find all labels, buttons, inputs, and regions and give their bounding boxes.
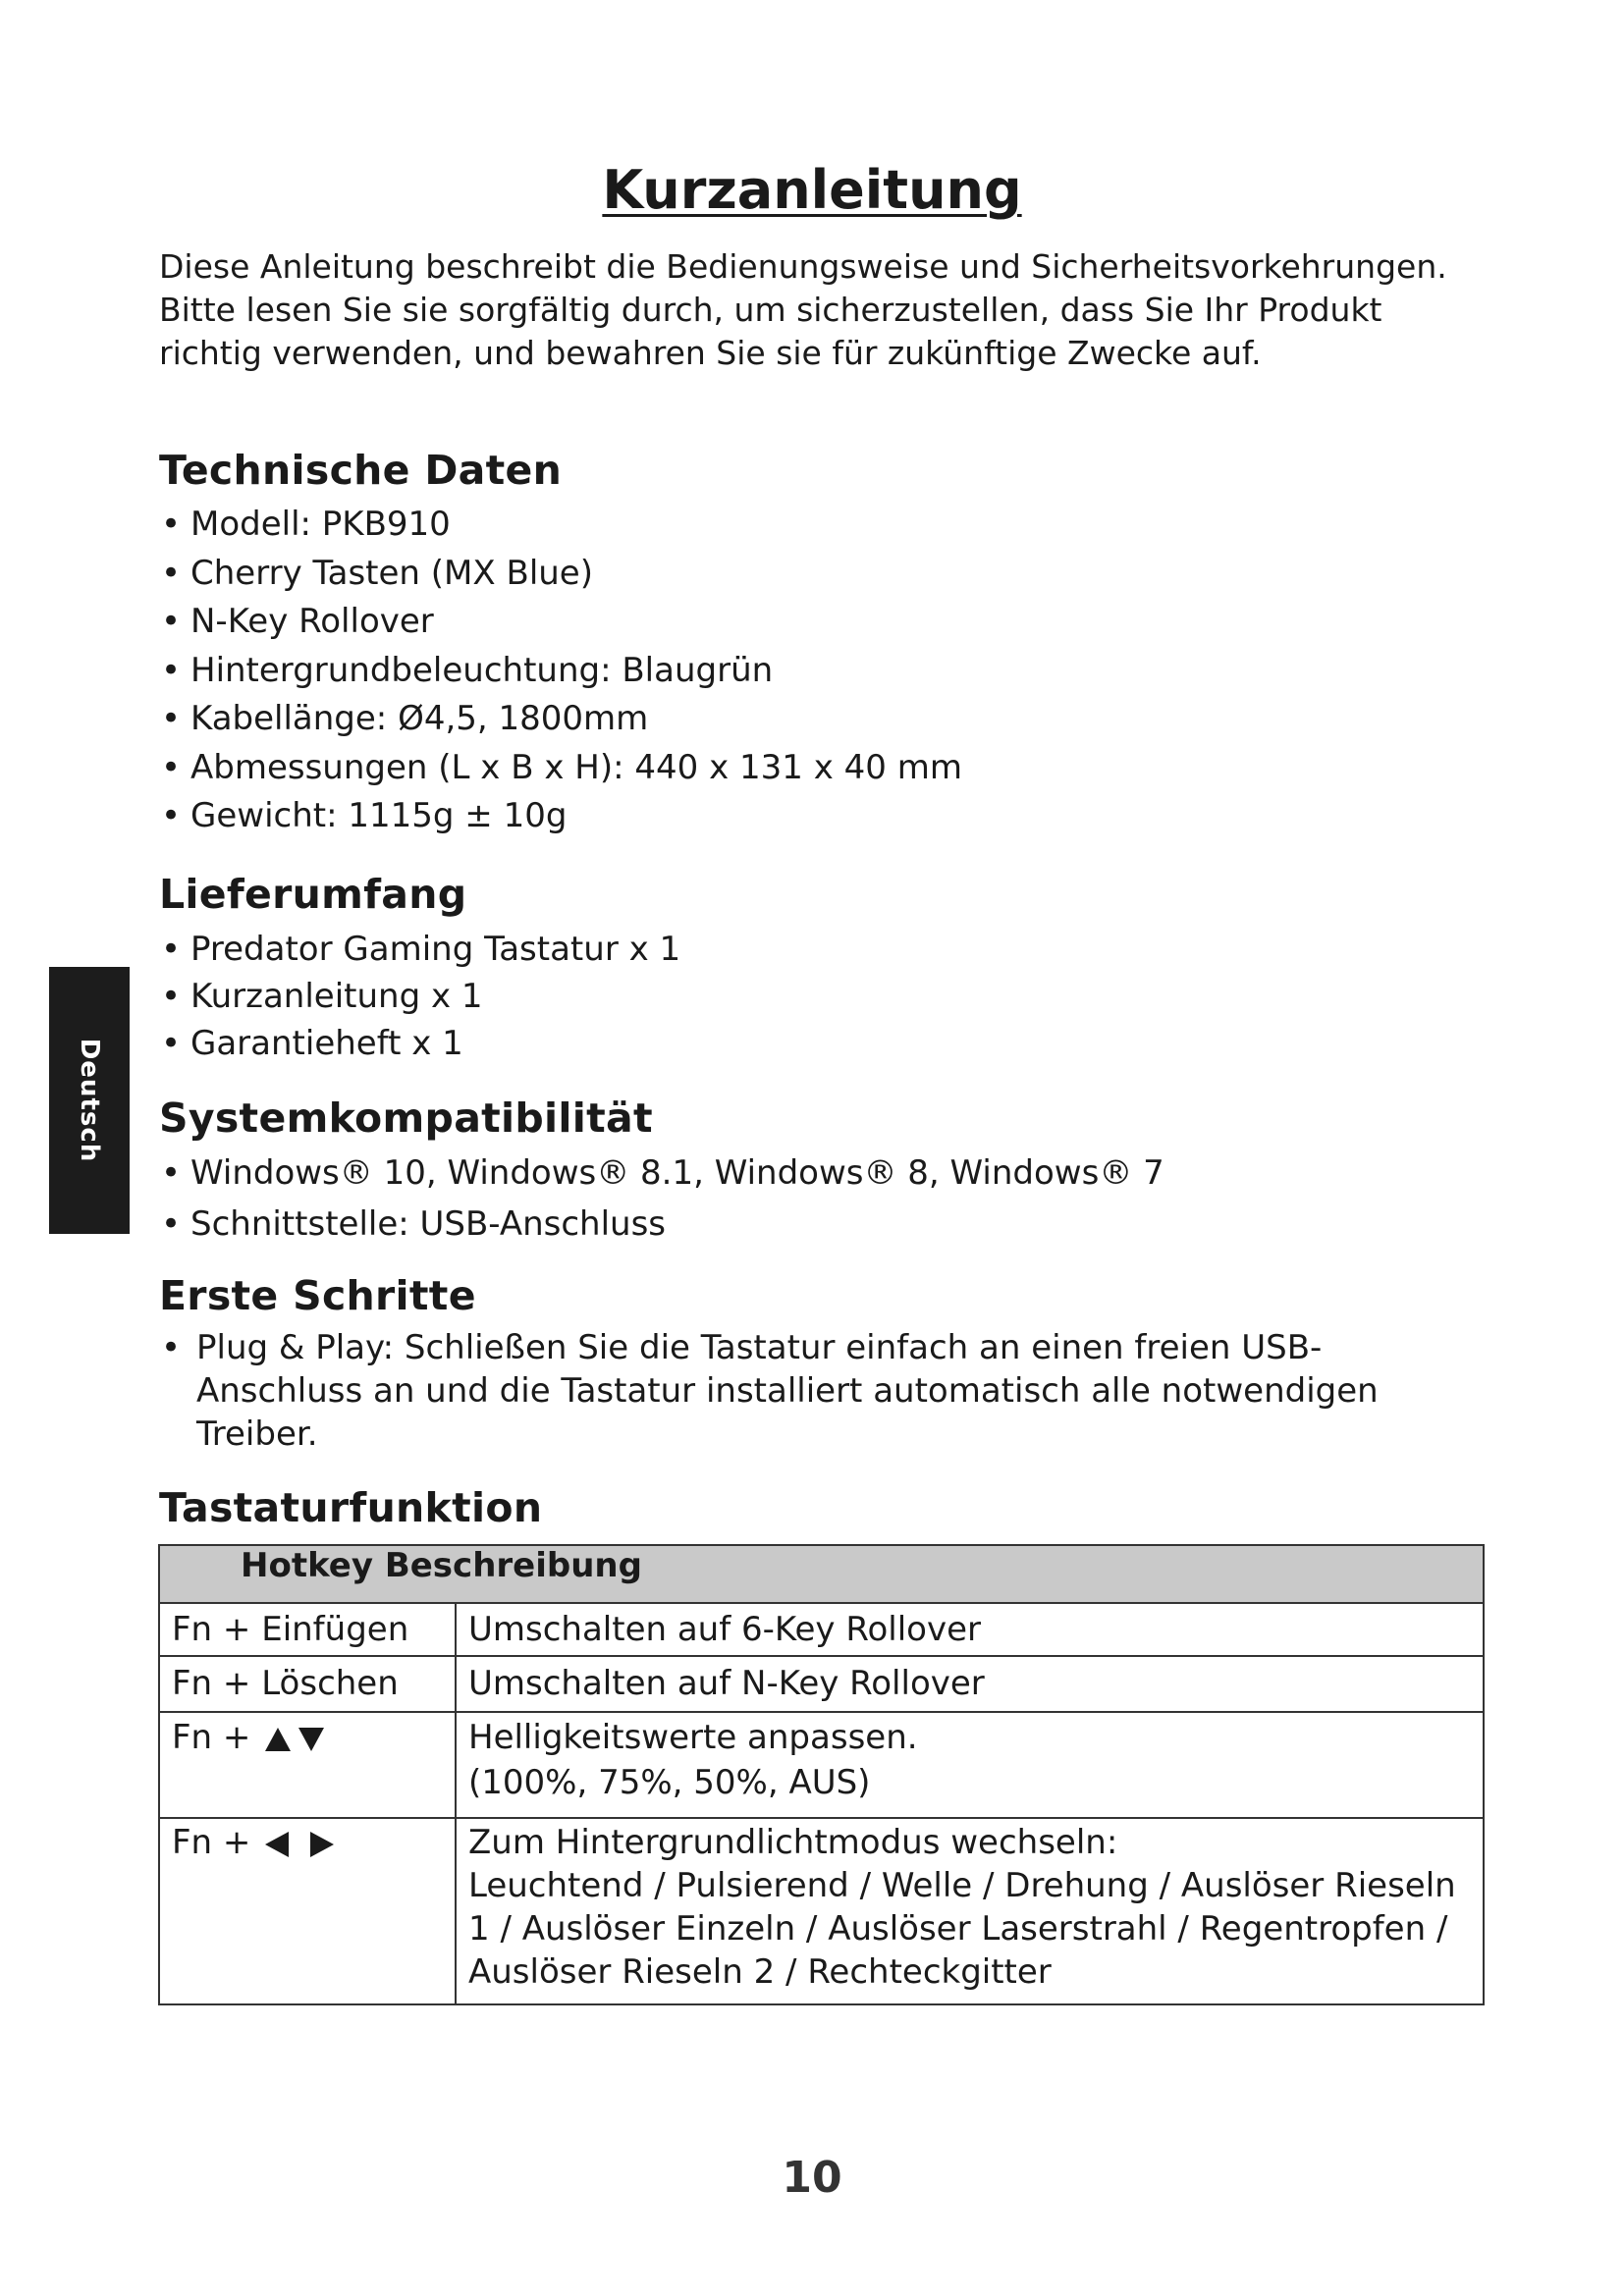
hotkey-cell: Fn +	[159, 1712, 456, 1818]
table-row	[159, 1656, 1484, 1712]
page-title: Kurzanleitung	[602, 159, 1022, 221]
list-item: • Abmessungen (L x B x H): 440 x 131 x 40 mm	[161, 747, 962, 787]
heading-package-contents: Lieferumfang	[159, 871, 467, 918]
list-item: • Gewicht: 1115g ± 10g	[161, 796, 568, 835]
page-number: 10	[782, 2153, 842, 2203]
hotkey-cell: Fn + Einfügen	[159, 1603, 456, 1656]
description-cell: Helligkeitswerte anpassen. (100%, 75%, 50%, AUS)	[456, 1712, 1484, 1818]
list-item: • Hintergrundbeleuchtung: Blaugrün	[161, 650, 774, 690]
table-row	[159, 1818, 1484, 2004]
list-item: • Predator Gaming Tastatur x 1	[161, 930, 681, 969]
table-header-cell: Hotkey Beschreibung	[159, 1545, 1484, 1603]
heading-keyboard-functions: Tastaturfunktion	[159, 1484, 543, 1531]
heading-technical-data: Technische Daten	[159, 447, 563, 494]
list-item: • Kurzanleitung x 1	[161, 977, 483, 1016]
contents-list	[159, 926, 680, 1067]
arrow-left-icon	[265, 1832, 289, 1857]
start-list	[159, 1326, 1485, 1456]
hotkey-cell: Fn + Löschen	[159, 1656, 456, 1712]
heading-getting-started: Erste Schritte	[159, 1272, 476, 1319]
compat-list	[159, 1148, 1164, 1250]
list-item: • Garantieheft x 1	[161, 1024, 463, 1063]
hotkey-cell: Fn +	[159, 1818, 456, 2004]
arrow-up-icon	[265, 1728, 291, 1751]
description-cell: Umschalten auf N-Key Rollover	[456, 1656, 1484, 1712]
list-item: • Cherry Tasten (MX Blue)	[161, 553, 593, 593]
arrow-down-icon	[298, 1728, 324, 1751]
hotkey-table	[158, 1544, 1485, 2005]
list-item: • Kabellänge: Ø4,5, 1800mm	[161, 699, 649, 738]
intro-paragraph: Diese Anleitung beschreibt die Bedienungsweise und Sicherheitsvorkehrungen. Bitte lesen Sie sie sorgfältig durch, um sicherzustellen, dass Sie Ihr Produkt richtig verwenden, und bewahren Sie sie für zukünftige Zwecke auf.	[159, 247, 1447, 372]
description-cell: Zum Hintergrundlichtmodus wechseln: Leuchtend / Pulsierend / Welle / Drehung / Auslöser Rieseln 1 / Auslöser Einzeln / Auslöser Laserstrahl / Regentropfen / Auslöser Rieseln 2 / Rechteckgitter	[456, 1818, 1484, 2004]
list-item: • Windows® 10, Windows® 8.1, Windows® 8, Windows® 7	[161, 1153, 1164, 1193]
table-row	[159, 1712, 1484, 1818]
spec-list	[159, 501, 962, 841]
language-tab	[49, 967, 130, 1234]
description-cell: Umschalten auf 6-Key Rollover	[456, 1603, 1484, 1656]
heading-system-compatibility: Systemkompatibilität	[159, 1095, 653, 1142]
list-item: • Plug & Play: Schließen Sie die Tastatur einfach an einen freien USB-Anschluss an und die Tastatur installiert automatisch alle notwendigen Treiber.	[161, 1328, 1379, 1454]
language-tab-label: Deutsch	[75, 1038, 104, 1163]
table-header	[159, 1545, 1484, 1603]
list-item: • N-Key Rollover	[161, 602, 434, 641]
table-row	[159, 1603, 1484, 1656]
arrow-right-icon	[310, 1832, 334, 1857]
list-item: • Schnittstelle: USB-Anschluss	[161, 1204, 667, 1244]
list-item: • Modell: PKB910	[161, 505, 451, 544]
